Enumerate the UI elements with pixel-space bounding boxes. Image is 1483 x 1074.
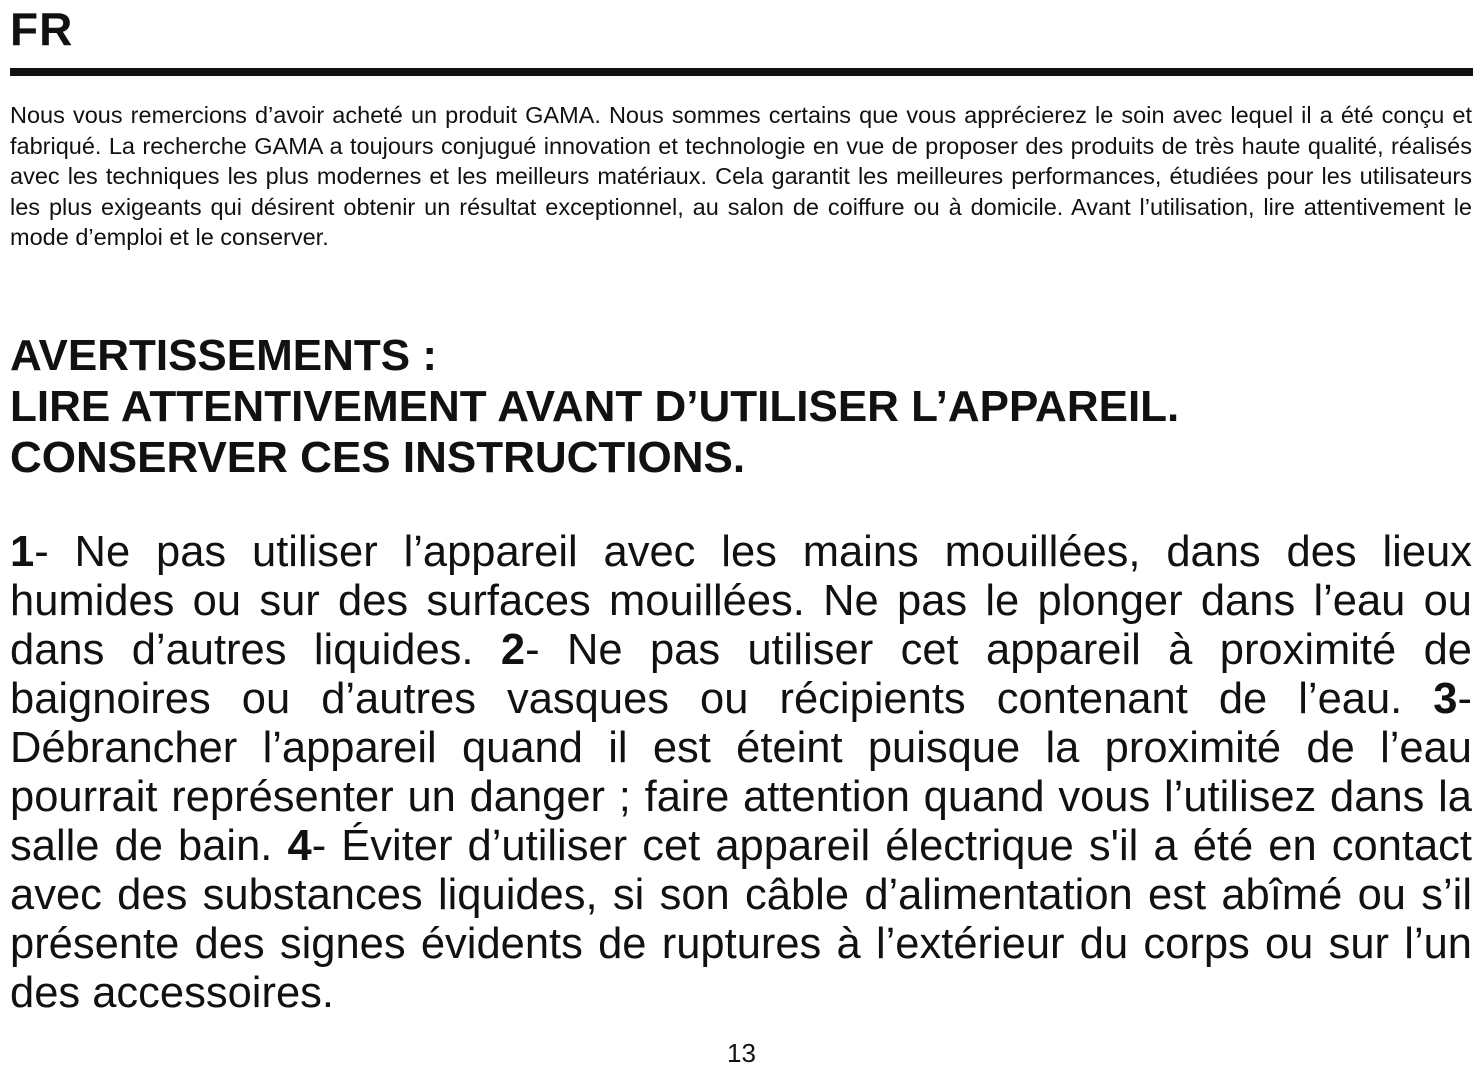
page-number: 13 <box>727 1038 756 1068</box>
intro-paragraph: Nous vous remercions d’avoir acheté un produit GAMA. Nous sommes certains que vous apprécierez le soin avec lequel il a été conçu et fabriqué. La recherche GAMA a toujours conjugué innovation et technologie en vue de proposer des produits de très haute qualité, réalisés avec les techniques les plus modernes et les meilleurs matériaux. Cela garantit les meilleures performances, étudiées pour les utilisateurs les plus exigeants qui désirent obtenir un résultat exceptionnel, au salon de coiffure ou à domicile. Avant l’utilisation, lire attentivement le mode d’emploi et le conserver. <box>10 102 1472 250</box>
header-divider <box>10 68 1473 76</box>
warning-text: - Éviter d’utiliser cet appareil électrique s'il a été en contact avec des substances liquides, si son câble d’alimentation est abîmé ou s’il présente des signes évidents de ruptures à l’extérieur du corps ou sur l’un des accessoires. <box>10 822 1473 1017</box>
warnings-list <box>10 528 1472 1018</box>
warnings-heading-line: LIRE ATTENTIVEMENT AVANT D’UTILISER L’APPAREIL. <box>10 382 1180 431</box>
warning-text: - Ne pas utiliser cet appareil à proximité de baignoires ou d’autres vasques ou récipients contenant de l’eau. <box>10 626 1472 723</box>
warning-text: - Ne pas utiliser l’appareil avec les mains mouillées, dans des lieux humides ou sur des surfaces mouillées. Ne pas le plonger dans l’eau ou dans d’autres liquides. <box>10 528 1472 674</box>
warnings-heading-line: AVERTISSEMENTS : <box>10 331 438 380</box>
language-code: FR <box>10 3 74 55</box>
warning-text: - Débrancher l’appareil quand il est éteint puisque la proximité de l’eau pourrait représenter un danger ; faire attention quand vous l’utilisez dans la salle de bain. <box>10 675 1472 870</box>
warnings-heading <box>10 330 1472 483</box>
warning-number: 2 <box>500 626 526 674</box>
warning-number: 3 <box>1433 675 1458 723</box>
warning-number: 4 <box>287 822 312 870</box>
warnings-heading-line: CONSERVER CES INSTRUCTIONS. <box>10 433 746 482</box>
warning-number: 1 <box>10 528 35 576</box>
